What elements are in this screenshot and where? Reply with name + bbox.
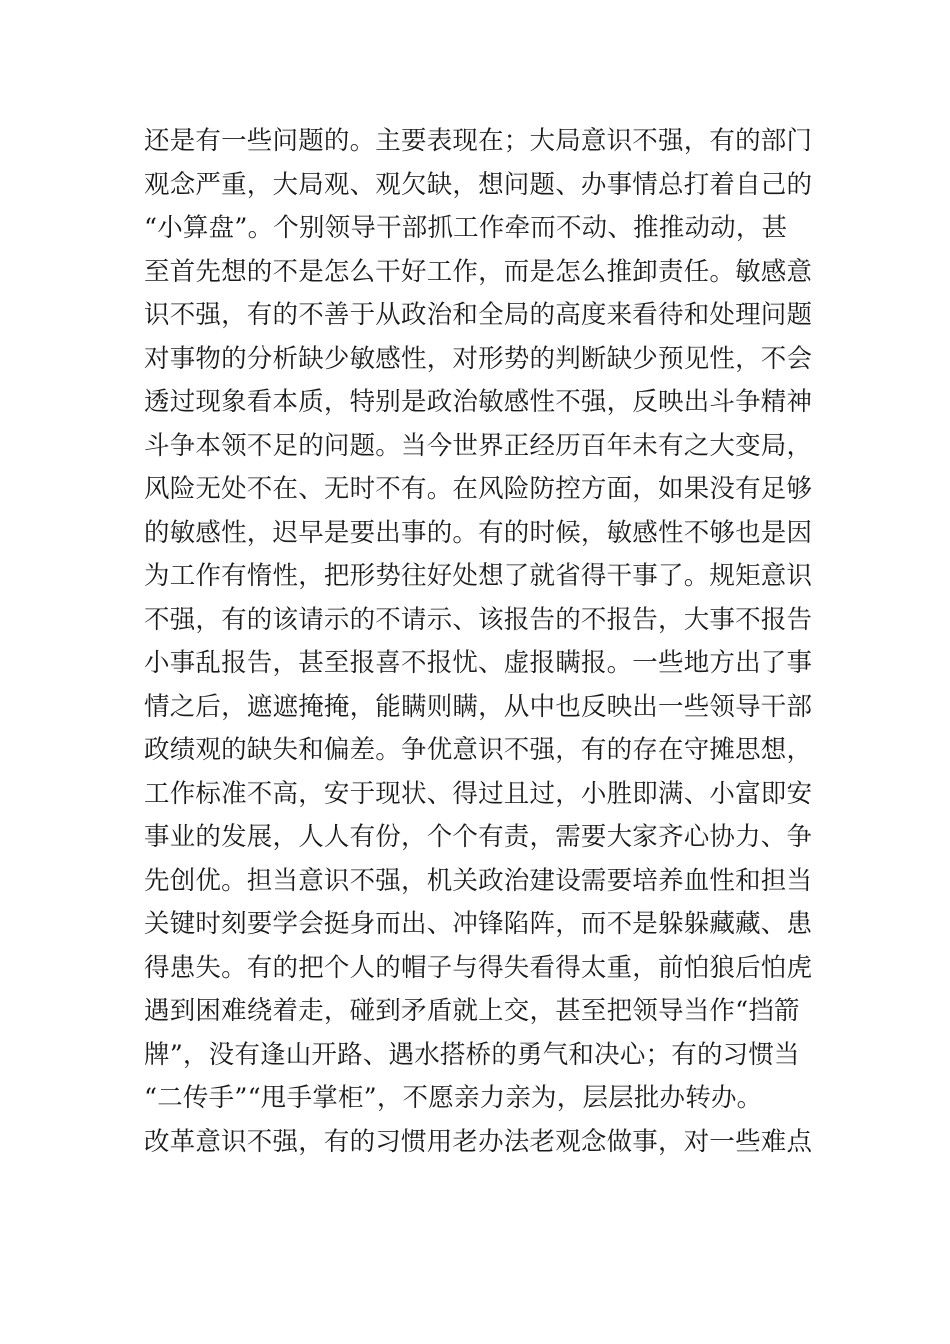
text-line: 的敏感性，迟早是要出事的。有的时候，敏感性不够也是因 <box>144 517 813 548</box>
text-line: 透过现象看本质，特别是政治敏感性不强，反映出斗争精神 <box>144 387 813 417</box>
text-line: 工作标准不高，安于现状、得过且过，小胜即满、小富即安 <box>144 778 813 809</box>
text-line: 得患失。有的把个人的帽子与得失看得太重，前怕狼后怕虎 <box>144 952 813 983</box>
text-line: 情之后，遮遮掩掩，能瞒则瞒，从中也反映出一些领导干部 <box>144 691 813 722</box>
text-line: 斗争本领不足的问题。当今世界正经历百年未有之大变局， <box>144 430 813 461</box>
text-line: 改革意识不强，有的习惯用老办法老观念做事，对一些难点 <box>144 1126 813 1157</box>
text-line: 牌”，没有逢山开路、遇水搭桥的勇气和决心；有的习惯当 <box>144 1039 800 1070</box>
text-line: 观念严重，大局观、观欠缺，想问题、办事情总打着自己的 <box>144 169 813 200</box>
text-line: 还是有一些问题的。主要表现在；大局意识不强，有的部门 <box>144 126 813 156</box>
text-line: 不强，有的该请示的不请示、该报告的不报告，大事不报告 <box>144 604 813 635</box>
text-line: 先创优。担当意识不强，机关政治建设需要培养血性和担当 <box>144 865 813 896</box>
body-text <box>144 120 824 1164</box>
text-line: 为工作有惰性，把形势往好处想了就省得干事了。规矩意识 <box>144 561 813 591</box>
text-line: 事业的发展，人人有份，个个有责，需要大家齐心协力、争 <box>144 822 813 852</box>
text-line: 关键时刻要学会挺身而出、冲锋陷阵，而不是躲躲藏藏、患 <box>144 909 813 939</box>
text-line: 风险无处不在、无时不有。在风险防控方面，如果没有足够 <box>144 474 813 504</box>
text-line: 小事乱报告，甚至报喜不报忧、虚报瞒报。一些地方出了事 <box>144 648 813 678</box>
text-line: 遇到困难绕着走，碰到矛盾就上交，甚至把领导当作“挡箭 <box>144 996 800 1026</box>
text-line: 识不强，有的不善于从政治和全局的高度来看待和处理问题 <box>144 300 813 330</box>
text-line: 至首先想的不是怎么干好工作，而是怎么推卸责任。敏感意 <box>144 256 813 287</box>
text-line: “小算盘”。个别领导干部抓工作牵而不动、推推动动，甚 <box>144 213 788 243</box>
text-line: “二传手”“甩手掌柜”，不愿亲力亲为，层层批办转办。 <box>144 1083 763 1113</box>
text-line: 对事物的分析缺少敏感性，对形势的判断缺少预见性，不会 <box>144 343 813 374</box>
text-line: 政绩观的缺失和偏差。争优意识不强，有的存在守摊思想， <box>144 735 813 765</box>
